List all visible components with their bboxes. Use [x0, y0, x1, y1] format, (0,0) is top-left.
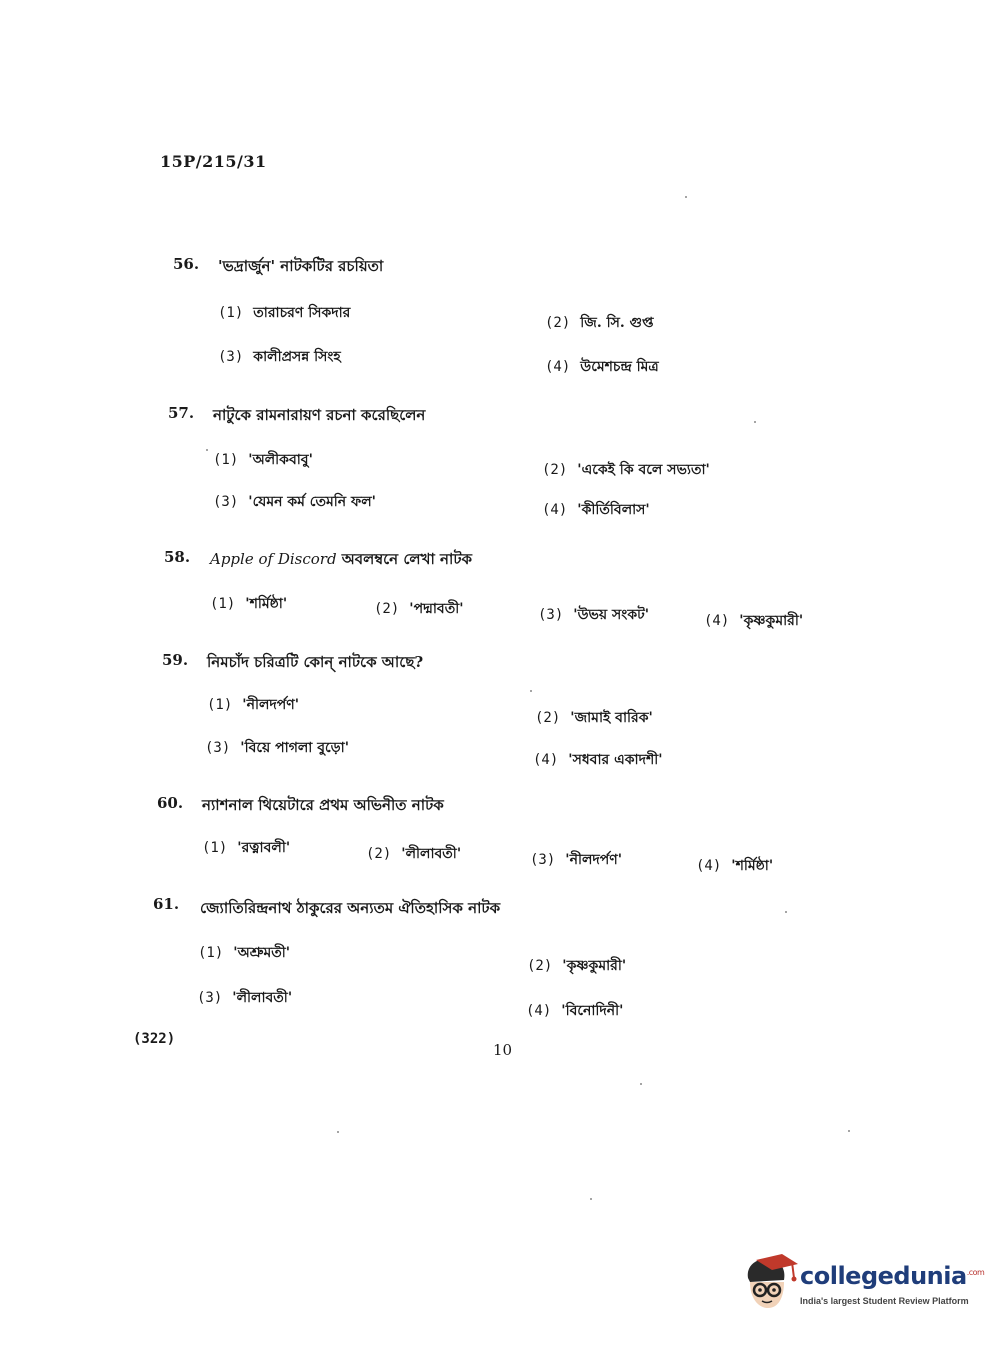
option-number: (1)	[198, 945, 224, 961]
option-text: 'যেমন কর্ম তেমনি ফল'	[248, 494, 376, 510]
option-number: (4)	[526, 1003, 552, 1019]
option-number: (4)	[704, 613, 730, 629]
option-number: (3)	[205, 740, 231, 756]
question-text: নিমচাঁদ চরিত্রটি কোন্ নাটকে আছে?	[207, 653, 424, 671]
option-text: 'বিনোদিনী'	[561, 1003, 624, 1019]
option-4	[545, 355, 659, 379]
option-1	[210, 592, 287, 616]
option-1	[213, 448, 313, 472]
option-number: (2)	[366, 846, 392, 862]
logo-brand: collegedunia$^{.com}$	[800, 1262, 985, 1290]
scan-speck	[206, 449, 208, 451]
option-1	[202, 836, 290, 860]
option-3	[197, 986, 292, 1010]
scan-speck	[530, 690, 532, 692]
option-text: 'কৃষ্ণকুমারী'	[739, 613, 804, 629]
option-number: (2)	[542, 462, 568, 478]
option-text: 'নীলদর্পণ'	[242, 697, 299, 713]
option-4	[696, 854, 773, 878]
option-1	[218, 301, 350, 325]
option-4	[533, 748, 663, 772]
option-3	[205, 736, 349, 760]
option-number: (3)	[530, 852, 556, 868]
footer-code: (322)	[133, 1031, 176, 1047]
option-text: 'কৃষ্ণকুমারী'	[562, 958, 627, 974]
option-number: (1)	[210, 596, 236, 612]
option-text: 'বিয়ে পাগলা বুড়ো'	[240, 740, 349, 756]
option-3	[218, 345, 341, 369]
question-number: 60.	[157, 794, 184, 812]
question-number: 57.	[168, 404, 195, 422]
option-number: (2)	[545, 315, 571, 331]
option-text: 'লীলাবতী'	[401, 846, 462, 862]
question-text-english: Apple of Discord	[210, 550, 337, 568]
option-text: 'লীলাবতী'	[232, 990, 293, 1006]
option-text: 'সধবার একাদশী'	[568, 752, 663, 768]
option-3	[213, 490, 376, 514]
scan-speck	[640, 1083, 642, 1085]
question-text-bengali: অবলম্বনে লেখা নাটক	[341, 550, 473, 568]
collegedunia-logo-icon	[742, 1252, 798, 1312]
option-2	[374, 597, 464, 621]
logo-dotcom: .com	[966, 1268, 985, 1277]
option-text: 'পদ্মাবতী'	[409, 601, 464, 617]
option-number: (4)	[542, 502, 568, 518]
page-number: 10	[493, 1041, 513, 1059]
option-1	[198, 941, 290, 965]
option-number: (2)	[374, 601, 400, 617]
option-text: 'অলীকবাবু'	[248, 452, 313, 468]
question-text: 'ভদ্রার্জুন' নাটকটির রচয়িতা	[218, 257, 384, 275]
option-number: (4)	[696, 858, 722, 874]
option-text: 'জামাই বারিক'	[570, 710, 653, 726]
scan-speck	[754, 421, 756, 423]
option-2	[542, 458, 710, 482]
option-text: 'অশ্রুমতী'	[233, 945, 291, 961]
option-2	[545, 311, 654, 335]
option-number: (3)	[213, 494, 239, 510]
question-text: ন্যাশনাল থিয়েটারে প্রথম অভিনীত নাটক	[202, 796, 444, 814]
option-text: জি. সি. গুপ্ত	[580, 315, 654, 331]
option-3	[530, 848, 622, 872]
question-text	[210, 548, 472, 573]
option-number: (3)	[538, 607, 564, 623]
logo-tagline: India's largest Student Review Platform	[800, 1296, 969, 1306]
option-number: (4)	[533, 752, 559, 768]
option-text: 'কীর্তিবিলাস'	[577, 502, 650, 518]
question-number: 59.	[162, 651, 189, 669]
scan-speck	[590, 1198, 592, 1200]
option-number: (1)	[207, 697, 233, 713]
paper-code: 15P/215/31	[160, 152, 267, 171]
option-1	[207, 693, 299, 717]
option-2	[527, 954, 626, 978]
option-number: (1)	[213, 452, 239, 468]
option-text: 'শর্মিষ্ঠা'	[245, 596, 288, 612]
option-text: 'নীলদর্পণ'	[565, 852, 622, 868]
question-text: নাটুকে রামনারায়ণ রচনা করেছিলেন	[213, 406, 426, 424]
option-4	[526, 999, 623, 1023]
option-text: 'রত্নাবলী'	[237, 840, 291, 856]
scan-speck	[785, 911, 787, 913]
option-text: তারাচরণ সিকদার	[253, 305, 351, 321]
collegedunia-watermark	[742, 1252, 985, 1312]
option-3	[538, 603, 649, 627]
scan-speck	[685, 196, 687, 198]
question-text: জ্যোতিরিন্দ্রনাথ ঠাকুরের অন্যতম ঐতিহাসিক নাটক	[200, 899, 501, 917]
option-number: (1)	[202, 840, 228, 856]
option-text: উমেশচন্দ্র মিত্র	[580, 359, 659, 375]
scan-speck	[848, 1130, 850, 1132]
option-4	[542, 498, 650, 522]
option-text: 'একেই কি বলে সভ্যতা'	[577, 462, 710, 478]
question-number: 56.	[173, 255, 200, 273]
option-2	[535, 706, 653, 730]
scan-speck	[337, 1131, 339, 1133]
option-number: (4)	[545, 359, 571, 375]
option-4	[704, 609, 803, 633]
question-number: 61.	[153, 895, 180, 913]
option-number: (2)	[527, 958, 553, 974]
option-text: 'উভয় সংকট'	[573, 607, 650, 623]
option-number: (3)	[197, 990, 223, 1006]
option-2	[366, 842, 461, 866]
option-number: (3)	[218, 349, 244, 365]
option-number: (1)	[218, 305, 244, 321]
option-text: 'শর্মিষ্ঠা'	[731, 858, 774, 874]
question-number: 58.	[164, 548, 191, 566]
option-text: কালীপ্রসন্ন সিংহ	[253, 349, 341, 365]
option-number: (2)	[535, 710, 561, 726]
